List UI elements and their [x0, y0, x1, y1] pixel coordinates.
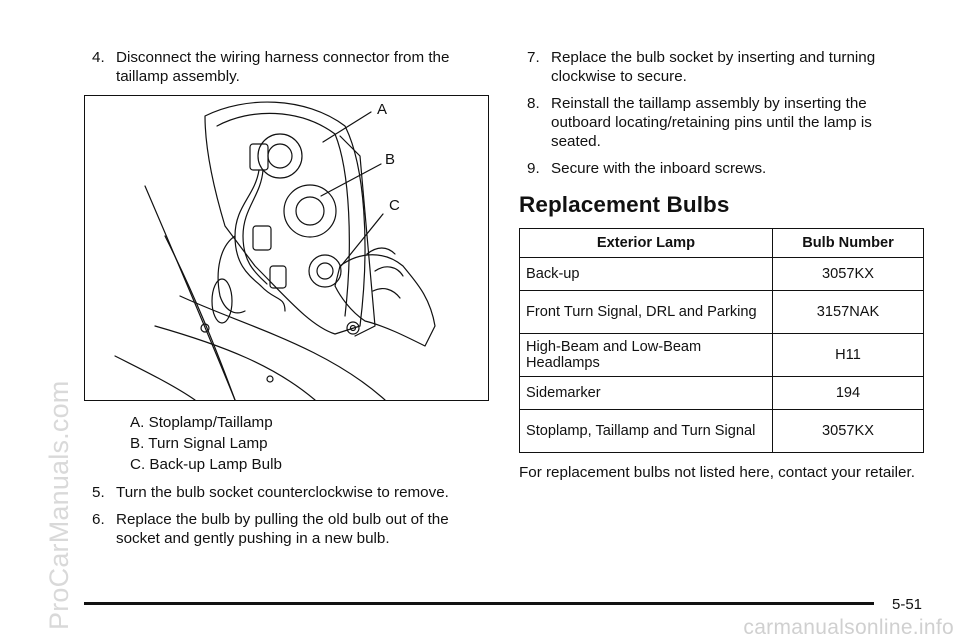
bulb-cell: 3157NAK — [773, 291, 924, 334]
step-8-text: Reinstall the taillamp assembly by inserting the outboard locating/retaining pins until the lamp is seated. — [551, 95, 872, 150]
leader-b — [321, 164, 381, 196]
callout-c: C — [389, 197, 400, 214]
bulb-b-inner — [296, 197, 324, 225]
header-exterior-lamp: Exterior Lamp — [520, 229, 773, 258]
side-watermark — [14, 0, 74, 640]
lamp-cell: Stoplamp, Taillamp and Turn Signal — [520, 410, 773, 453]
callout-b: B — [385, 151, 396, 168]
step-5-text: Turn the bulb socket counterclockwise to remove. — [116, 484, 449, 501]
lamp-cell: Back-up — [520, 258, 773, 291]
step-8-number: 8. — [527, 95, 540, 112]
bottom-watermark: carmanualsonline.info — [743, 616, 954, 639]
step-7-text: Replace the bulb socket by inserting and turning clockwise to secure. — [551, 49, 876, 85]
bulb-c-inner — [317, 263, 333, 279]
screw-3 — [267, 376, 273, 382]
step-4 — [84, 48, 489, 86]
step-6 — [84, 510, 489, 548]
bulb-cell: 3057KX — [773, 258, 924, 291]
step-9 — [519, 159, 924, 178]
step-8 — [519, 94, 924, 151]
socket-c — [270, 266, 286, 288]
step-6-text: Replace the bulb by pulling the old bulb out of the socket and gently pushing in a new bulb. — [116, 511, 449, 547]
socket-b — [253, 226, 271, 250]
finger-3 — [373, 289, 400, 298]
body-line-5 — [115, 356, 195, 400]
step-7-number: 7. — [527, 49, 540, 66]
hand-outline — [335, 255, 435, 346]
page-number: 5-51 — [892, 596, 923, 613]
side-watermark-text: ProCarManuals.com — [44, 380, 74, 630]
replacement-bulbs-table — [519, 228, 924, 453]
table-header-row — [520, 229, 924, 258]
table-row — [520, 334, 924, 377]
finger-2 — [375, 267, 403, 276]
body-line-1 — [145, 186, 235, 400]
step-5 — [84, 483, 489, 502]
figure-legend — [84, 412, 489, 475]
table-row — [520, 377, 924, 410]
leader-c — [341, 214, 383, 266]
table-row — [520, 258, 924, 291]
bulb-a-inner — [268, 144, 292, 168]
footer-rule — [84, 602, 874, 605]
bulb-cell: 3057KX — [773, 410, 924, 453]
legend-item-b: B. Turn Signal Lamp — [130, 435, 268, 452]
step-7 — [519, 48, 924, 86]
bulb-cell: H11 — [773, 334, 924, 377]
header-bulb-number: Bulb Number — [773, 229, 924, 258]
steps-after-figure — [84, 483, 489, 548]
legend-item-c: C. Back-up Lamp Bulb — [130, 456, 282, 473]
taillamp-drawing — [85, 96, 488, 400]
lamp-cell: High-Beam and Low-Beam Headlamps — [520, 334, 773, 377]
step-9-text: Secure with the inboard screws. — [551, 160, 767, 177]
finger-1 — [367, 248, 395, 254]
legend-item-a: A. Stoplamp/Taillamp — [130, 414, 273, 431]
bulb-cell: 194 — [773, 377, 924, 410]
harness-wire-2 — [243, 170, 267, 284]
step-6-number: 6. — [92, 511, 105, 528]
table-row — [520, 410, 924, 453]
housing-inner-edge — [217, 113, 349, 316]
lamp-cell: Sidemarker — [520, 377, 773, 410]
callout-a: A — [377, 101, 388, 118]
body-line-3 — [180, 296, 385, 400]
step-4-text: Disconnect the wiring harness connector from the taillamp assembly. — [116, 49, 450, 85]
step-4-number: 4. — [92, 49, 105, 66]
step-9-number: 9. — [527, 160, 540, 177]
body-line-4 — [155, 326, 315, 400]
bulb-a — [258, 134, 302, 178]
section-title: Replacement Bulbs — [519, 192, 730, 217]
lamp-cell: Front Turn Signal, DRL and Parking — [520, 291, 773, 334]
right-column — [519, 48, 924, 482]
left-column — [84, 48, 489, 556]
step-5-number: 5. — [92, 484, 105, 501]
table-row — [520, 291, 924, 334]
replacement-note: For replacement bulbs not listed here, contact your retailer. — [519, 464, 915, 481]
taillamp-illustration — [84, 95, 489, 401]
